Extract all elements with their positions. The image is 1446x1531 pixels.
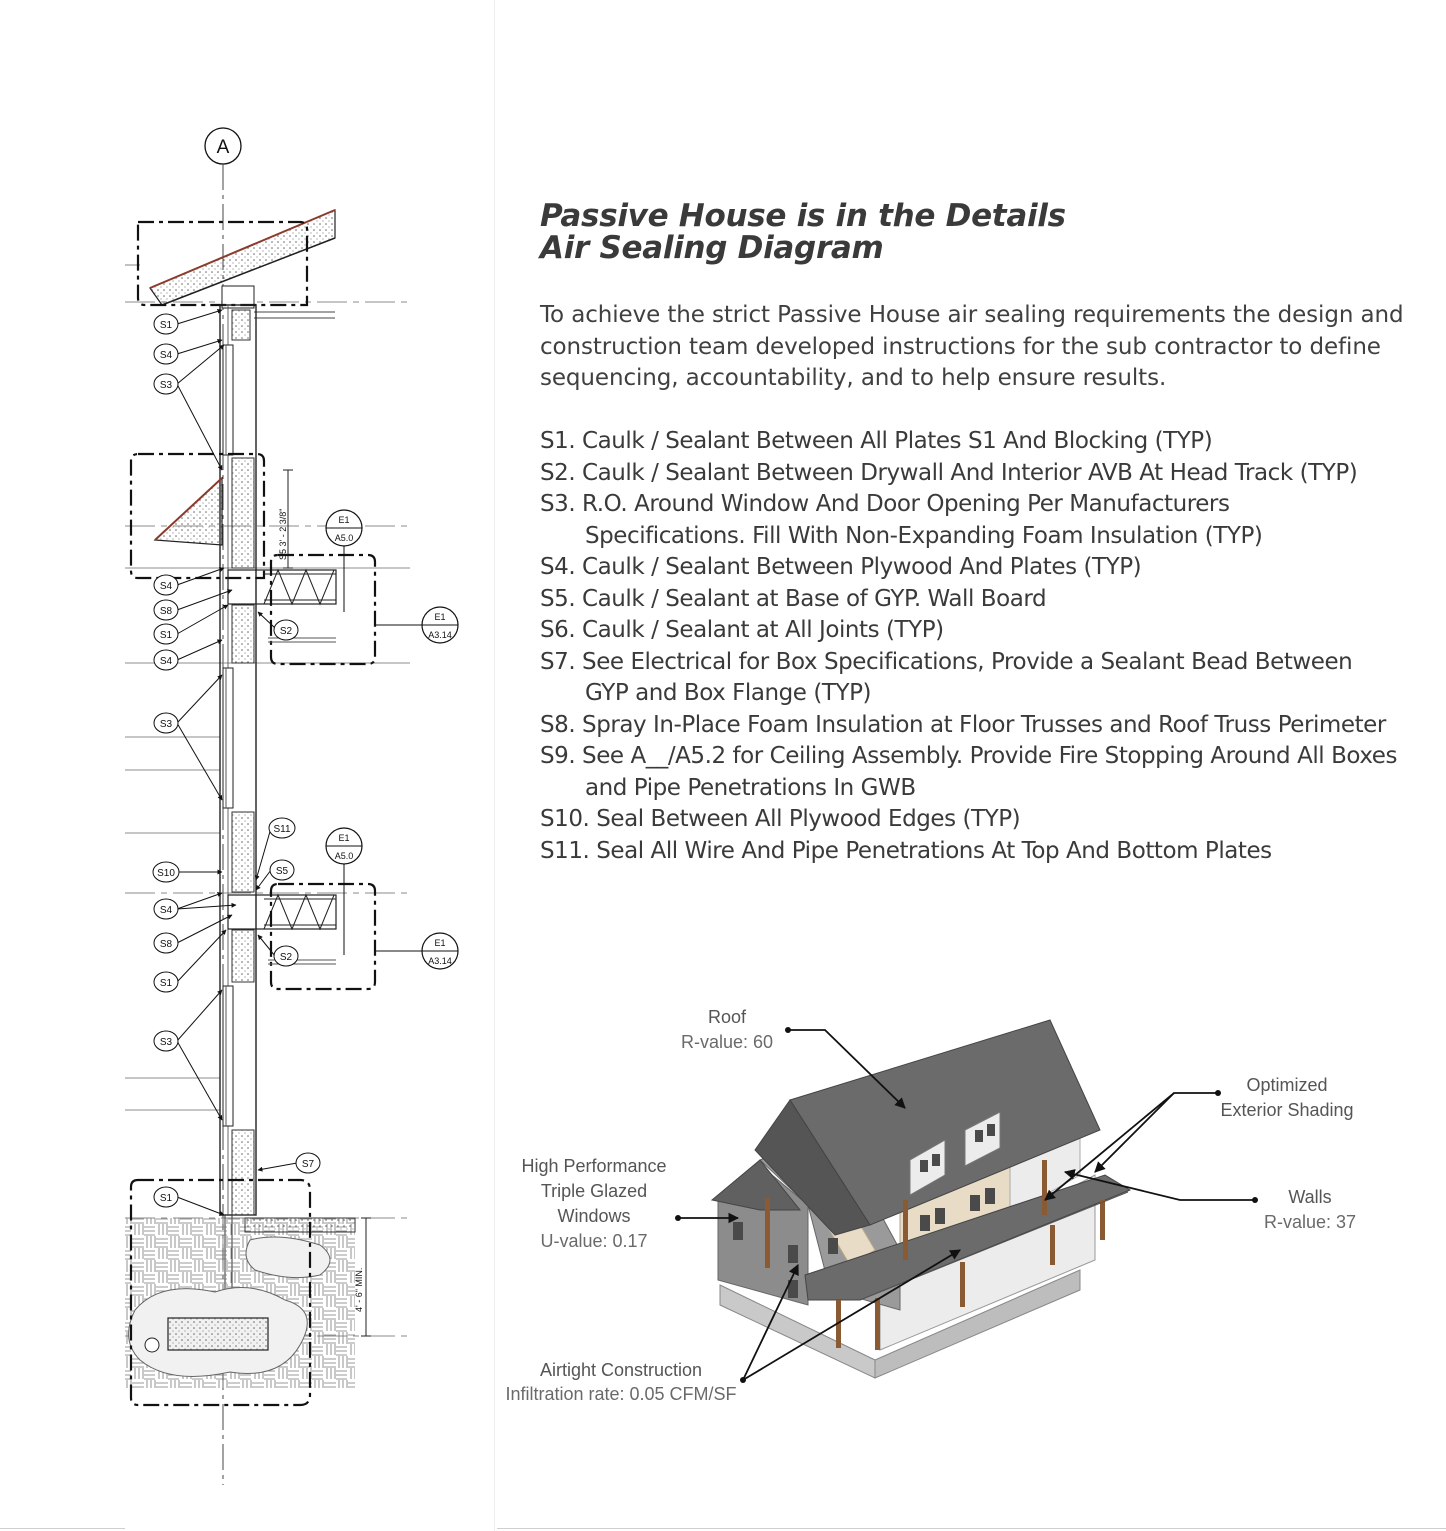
svg-text:S1: S1 xyxy=(159,320,173,331)
sealant-tag xyxy=(154,314,178,334)
svg-text:E1: E1 xyxy=(434,938,446,948)
sealant-tags xyxy=(153,314,320,1207)
callout-windows xyxy=(521,1156,666,1251)
sealant-tag xyxy=(154,1187,178,1207)
sealant-tag xyxy=(296,1153,320,1173)
callout-roof xyxy=(681,1007,773,1052)
svg-text:S1: S1 xyxy=(159,630,173,641)
house-isometric-diagram xyxy=(480,995,1420,1415)
svg-text:R-value: 37: R-value: 37 xyxy=(1263,1212,1357,1232)
wall-assembly xyxy=(220,305,256,1320)
svg-text:S4: S4 xyxy=(159,656,173,667)
sealant-tag xyxy=(154,575,178,595)
dimension-label: 4' - 6" MIN. xyxy=(354,1267,364,1312)
page-title xyxy=(540,200,1066,264)
detail-reference-e1-a314 xyxy=(375,933,458,969)
level-lines xyxy=(125,265,410,1336)
svg-text:S4: S4 xyxy=(159,350,173,361)
sealant-tag xyxy=(269,818,295,838)
subtitle-line: Air Sealing Diagram xyxy=(540,230,884,266)
svg-text:Walls: Walls xyxy=(1288,1187,1332,1207)
tag-leaders xyxy=(177,310,297,1215)
note-item: S1. Caulk / Sealant Between All Plates S1 And Blocking (TYP) xyxy=(540,428,1213,454)
svg-text:Triple Glazed: Triple Glazed xyxy=(540,1181,648,1201)
window-overhang-detail xyxy=(131,454,293,578)
detail-reference-e1-a314 xyxy=(375,607,458,643)
svg-text:A3.14: A3.14 xyxy=(428,956,452,966)
sealant-tag xyxy=(154,713,178,733)
sealant-tag xyxy=(154,344,178,364)
note-item: S7. See Electrical for Box Specifications, Provide a Sealant Bead Between GYP and Box Flange (TYP) xyxy=(540,648,1353,706)
svg-text:S8: S8 xyxy=(159,939,173,950)
sealant-tag xyxy=(154,650,178,670)
sealant-tag xyxy=(274,620,298,640)
note-item: S9. See A__/A5.2 for Ceiling Assembly. Provide Fire Stopping Around All Boxes and Pipe Penetrations In GWB xyxy=(540,743,1398,801)
detail-reference-e1-a50 xyxy=(326,510,362,612)
sealant-tag xyxy=(153,862,179,882)
svg-text:S3: S3 xyxy=(159,1037,173,1048)
svg-text:S7: S7 xyxy=(301,1159,315,1170)
note-item: S5. Caulk / Sealant at Base of GYP. Wall Board xyxy=(540,585,1047,612)
sealant-tag xyxy=(274,946,298,966)
svg-text:S1: S1 xyxy=(159,1193,173,1204)
svg-text:S3: S3 xyxy=(159,380,173,391)
note-item: S4. Caulk / Sealant Between Plywood And Plates (TYP) xyxy=(540,554,1142,580)
dimension-label: S5 3' - 2 3/8" xyxy=(278,508,288,560)
sealing-notes-list xyxy=(540,426,1430,867)
house-illustration xyxy=(712,1020,1130,1378)
svg-text:E1: E1 xyxy=(338,833,350,843)
svg-text:S2: S2 xyxy=(279,626,293,637)
note-item: S11. Seal All Wire And Pipe Penetrations At Top And Bottom Plates xyxy=(540,837,1272,864)
note-item: S2. Caulk / Sealant Between Drywall And Interior AVB At Head Track (TYP) xyxy=(540,459,1358,486)
note-item: S8. Spray In-Place Foam Insulation at Floor Trusses and Roof Truss Perimeter xyxy=(540,711,1386,738)
svg-text:S10: S10 xyxy=(157,868,175,879)
svg-text:S1: S1 xyxy=(159,978,173,989)
wall-section-drawing xyxy=(0,0,480,1531)
svg-text:E1: E1 xyxy=(338,515,350,525)
svg-text:A5.0: A5.0 xyxy=(334,851,354,861)
sealant-tag xyxy=(270,860,294,880)
sealant-tag xyxy=(154,624,178,644)
svg-text:Exterior Shading: Exterior Shading xyxy=(1220,1100,1354,1120)
intro-paragraph: To achieve the strict Passive House air sealing requirements the design and construction team developed instructions for the sub contractor to define sequencing, accountability, and to help ensure results. xyxy=(540,302,1404,391)
sealant-tag xyxy=(154,1031,178,1051)
title-line: Passive House is in the Details xyxy=(540,198,1066,234)
sealant-tag xyxy=(154,933,178,953)
sealant-tag xyxy=(154,899,178,919)
svg-text:S2: S2 xyxy=(279,952,293,963)
svg-text:E1: E1 xyxy=(434,612,446,622)
svg-text:S3: S3 xyxy=(159,719,173,730)
note-item: S10. Seal Between All Plywood Edges (TYP) xyxy=(540,806,1021,832)
callout-shading xyxy=(1220,1075,1353,1120)
svg-text:S11: S11 xyxy=(273,824,291,835)
svg-text:High Performance: High Performance xyxy=(521,1156,667,1176)
detail-reference-e1-a50 xyxy=(326,828,362,955)
svg-text:S4: S4 xyxy=(159,581,173,592)
svg-text:Airtight Construction: Airtight Construction xyxy=(539,1360,703,1380)
svg-text:R-value: 60: R-value: 60 xyxy=(680,1032,774,1052)
callout-walls xyxy=(1264,1187,1356,1232)
svg-text:S4: S4 xyxy=(159,905,173,916)
sealant-tag xyxy=(154,972,178,992)
svg-text:Windows: Windows xyxy=(557,1206,631,1226)
grid-label: A xyxy=(216,137,230,158)
sealant-tag xyxy=(154,374,178,394)
svg-text:U-value: 0.17: U-value: 0.17 xyxy=(540,1231,648,1251)
note-item: S3. R.O. Around Window And Door Opening Per Manufacturers Specifications. Fill With Non-Expanding Foam Insulation (TYP) xyxy=(540,491,1263,549)
page-edge-line xyxy=(497,1528,1446,1529)
svg-text:Optimized: Optimized xyxy=(1246,1075,1328,1095)
svg-text:A3.14: A3.14 xyxy=(428,630,452,640)
callout-airtight xyxy=(505,1360,736,1404)
note-item: S6. Caulk / Sealant at All Joints (TYP) xyxy=(540,617,944,643)
svg-text:Roof: Roof xyxy=(707,1007,747,1027)
svg-text:A5.0: A5.0 xyxy=(334,533,354,543)
svg-text:S5: S5 xyxy=(275,866,289,877)
svg-text:S8: S8 xyxy=(159,606,173,617)
sealant-tag xyxy=(154,600,178,620)
svg-text:Infiltration rate: 0.05 CFM/SF: Infiltration rate: 0.05 CFM/SF xyxy=(505,1384,737,1404)
